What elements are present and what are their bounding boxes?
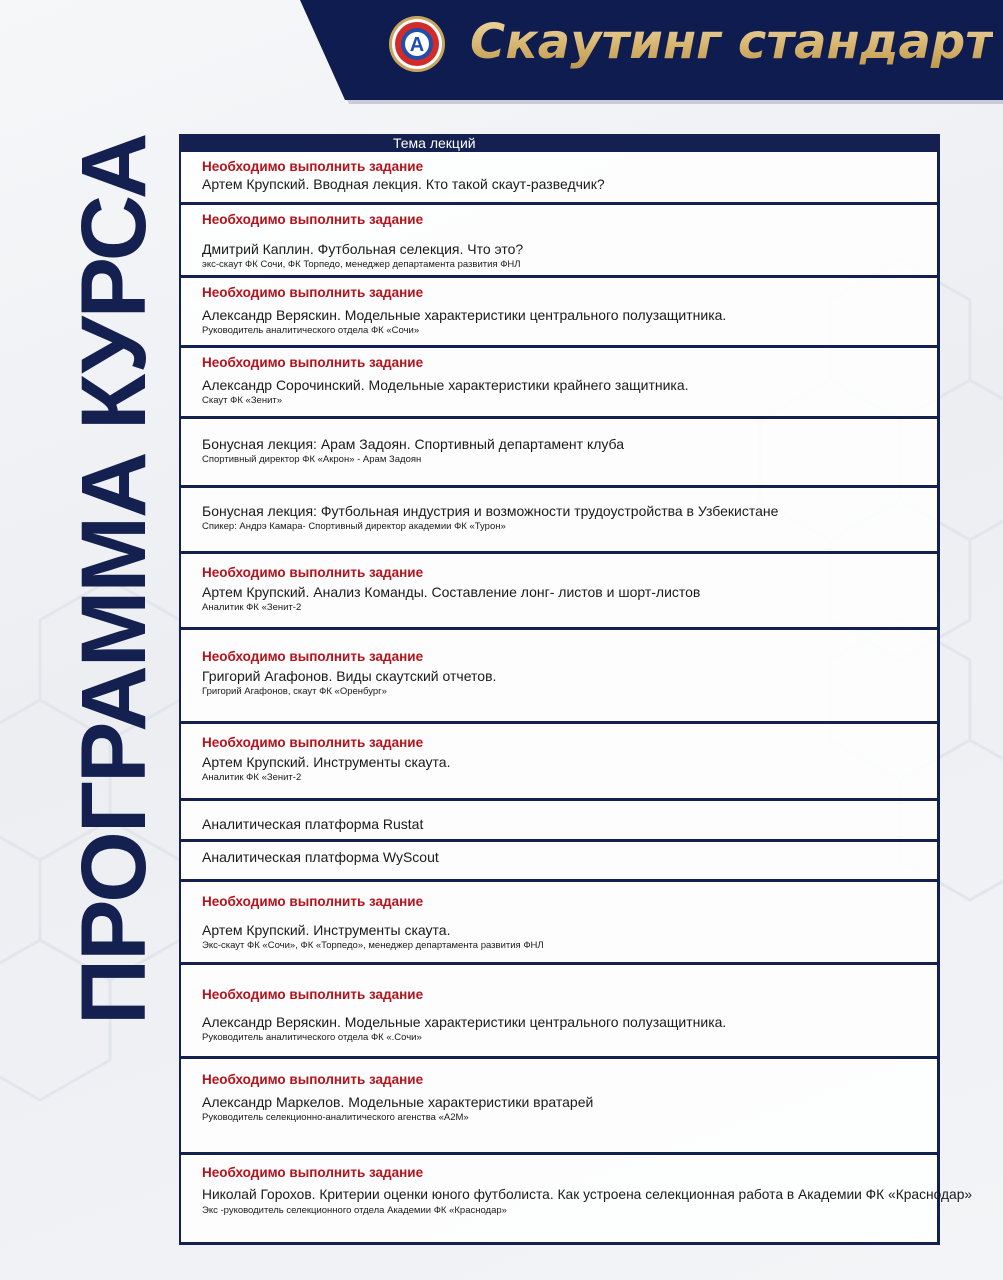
lecture-row (181, 554, 937, 630)
lecture-row (181, 278, 937, 348)
lecture-title: Александр Веряскин. Модельные характеристики центрального полузащитника. (202, 307, 727, 323)
task-required-label: Необходимо выполнить задание (202, 1072, 424, 1087)
lecture-speaker-info: Руководитель селекционно-аналитического агенства «А2М» (202, 1112, 469, 1123)
lecture-title: Артем Крупский. Анализ Команды. Составление лонг- листов и шорт-листов (202, 584, 701, 600)
lecture-speaker-info: Спортивный директор ФК «Акрон» - Арам Задоян (202, 454, 422, 465)
lecture-title: Аналитическая платформа Rustat (202, 816, 424, 832)
task-required-label: Необходимо выполнить задание (202, 1165, 424, 1180)
lecture-title: Бонусная лекция: Арам Задоян. Спортивный департамент клуба (202, 436, 625, 452)
task-required-label: Необходимо выполнить задание (202, 649, 424, 664)
brand-title: Скаутинг стандарт (470, 8, 993, 76)
lecture-title: Бонусная лекция: Футбольная индустрия и возможности трудоустройства в Узбекистане (202, 503, 779, 519)
lecture-title: Александр Сорочинский. Модельные характеристики крайнего защитника. (202, 377, 689, 393)
academy-logo-icon (388, 15, 446, 73)
lecture-row (181, 842, 937, 882)
lecture-row (181, 965, 937, 1059)
lecture-title: Артем Крупский. Инструменты скаута. (202, 754, 451, 770)
task-required-label: Необходимо выполнить задание (202, 159, 424, 174)
task-required-label: Необходимо выполнить задание (202, 565, 424, 580)
lecture-row (181, 801, 937, 842)
lecture-title: Александр Маркелов. Модельные характеристики вратарей (202, 1094, 594, 1110)
lecture-row (181, 1059, 937, 1155)
course-program-table (179, 134, 973, 1245)
lecture-row (181, 419, 937, 488)
lecture-row (181, 724, 937, 801)
course-program-title: ПРОГРАММА КУРСА (63, 134, 165, 1025)
lecture-row (181, 882, 937, 965)
lecture-speaker-info: Аналитик ФК «Зенит-2 (202, 772, 302, 783)
task-required-label: Необходимо выполнить задание (202, 212, 424, 227)
lecture-speaker-info: Экс-скаут ФК «Сочи», ФК «Торпедо», менеджер департамента развития ФНЛ (202, 940, 544, 951)
lecture-row (181, 630, 937, 724)
lecture-speaker-info: Руководитель аналитического отдела ФК «Сочи» (202, 325, 420, 336)
task-required-label: Необходимо выполнить задание (202, 355, 424, 370)
lecture-row (181, 348, 937, 419)
lecture-title: Николай Горохов. Критерии оценки юного футболиста. Как устроена селекционная работа в Академии ФК «Краснодар» (202, 1187, 973, 1202)
lecture-speaker-info: Аналитик ФК «Зенит-2 (202, 602, 302, 613)
lecture-row (181, 1155, 973, 1245)
lecture-speaker-info: Руководитель аналитического отдела ФК «.Сочи» (202, 1032, 422, 1043)
lecture-row (181, 205, 937, 278)
lecture-speaker-info: Спикер: Андрэ Камара- Спортивный директор академии ФК «Турон» (202, 521, 506, 532)
lecture-title: Артем Крупский. Инструменты скаута. (202, 922, 451, 938)
lecture-speaker-info: Скаут ФК «Зенит» (202, 395, 283, 406)
lecture-title: Аналитическая платформа WyScout (202, 849, 439, 865)
lecture-row (181, 152, 937, 205)
lecture-speaker-info: Экс -руководитель селекционного отдела Академии ФК «Краснодар» (202, 1205, 507, 1216)
logo-letter: А (409, 34, 425, 56)
lecture-row (181, 488, 937, 554)
lecture-title: Григорий Агафонов. Виды скаутский отчетов. (202, 668, 497, 684)
lecture-title: Артем Крупский. Вводная лекция. Кто такой скаут-разведчик? (202, 176, 605, 192)
task-required-label: Необходимо выполнить задание (202, 285, 424, 300)
table-header: Тема лекций (181, 134, 937, 152)
task-required-label: Необходимо выполнить задание (202, 987, 424, 1002)
lecture-speaker-info: экс-скаут ФК Сочи, ФК Торпедо, менеджер департамента развития ФНЛ (202, 259, 521, 270)
lecture-speaker-info: Григорий Агафонов, скаут ФК «Оренбург» (202, 686, 387, 697)
lecture-title: Дмитрий Каплин. Футбольная селекция. Что это? (202, 241, 524, 257)
lecture-title: Александр Веряскин. Модельные характеристики центрального полузащитника. (202, 1014, 727, 1030)
task-required-label: Необходимо выполнить задание (202, 735, 424, 750)
task-required-label: Необходимо выполнить задание (202, 894, 424, 909)
